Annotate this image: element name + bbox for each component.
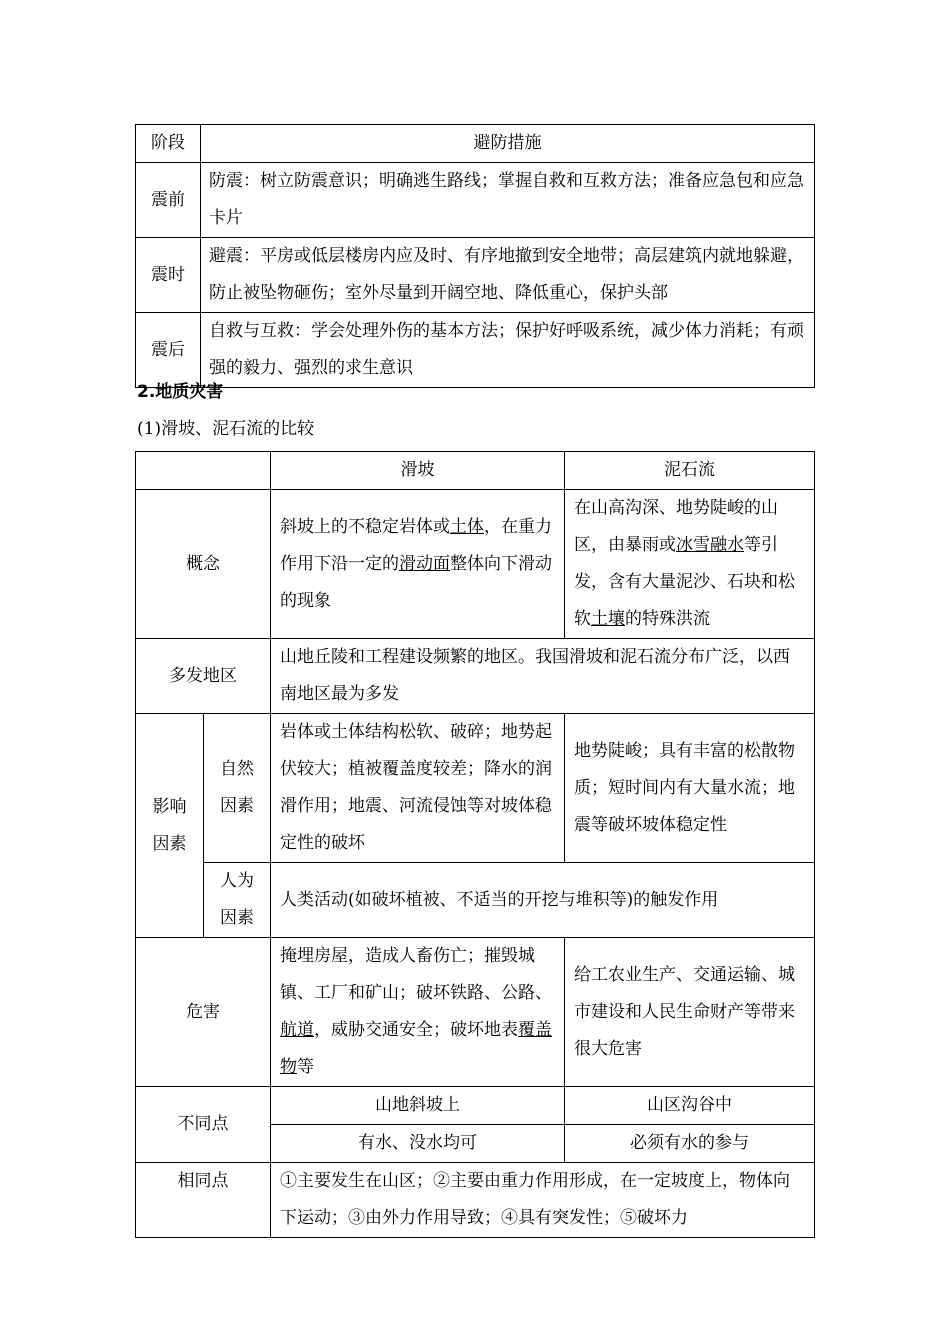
measures-during: 避震：平房或低层楼房内应及时、有序地撤到安全地带；高层建筑内就地躲避，防止被坠物砸伤；室外尽量到开阔空地、降低重心，保护头部 xyxy=(201,238,815,313)
header-landslide: 滑坡 xyxy=(271,452,565,490)
empty-header-cell xyxy=(136,452,271,490)
human-factors-text: 人类活动(如破坏植被、不适当的开挖与堆积等)的触发作用 xyxy=(271,863,815,938)
header-measures: 避防措施 xyxy=(201,125,815,163)
section-title: 2.地质灾害 xyxy=(137,382,224,402)
landslide-water: 有水、没水均可 xyxy=(271,1125,565,1163)
debris-flow-water: 必须有水的参与 xyxy=(565,1125,815,1163)
table-row xyxy=(136,163,815,238)
stage-during: 震时 xyxy=(136,238,201,313)
table-row xyxy=(136,490,815,639)
label-natural-factors: 自然因素 xyxy=(204,714,271,863)
table-row xyxy=(136,1163,815,1238)
natural-factors-debris-flow: 地势陡峻；具有丰富的松散物质；短时间内有大量水流；地震等破坏坡体稳定性 xyxy=(565,714,815,863)
table-row xyxy=(136,938,815,1087)
table-row xyxy=(136,1087,815,1125)
table-row xyxy=(136,863,815,938)
stage-after: 震后 xyxy=(136,313,201,388)
harm-landslide: 掩埋房屋，造成人畜伤亡；摧毁城镇、工厂和矿山；破坏铁路、公路、航道，威胁交通安全；破坏地表覆盖物等 xyxy=(271,938,565,1087)
table-row xyxy=(136,639,815,714)
landslide-debris-comparison-table xyxy=(135,451,815,1238)
row-label-harm: 危害 xyxy=(136,938,271,1087)
section-subtitle: (1)滑坡、泥石流的比较 xyxy=(137,419,315,439)
row-label-factors: 影响因素 xyxy=(136,714,204,938)
measures-after: 自救与互救：学会处理外伤的基本方法；保护好呼吸系统，减少体力消耗；有顽强的毅力、强烈的求生意识 xyxy=(201,313,815,388)
table-row xyxy=(136,238,815,313)
row-label-concept: 概念 xyxy=(136,490,271,639)
harm-debris-flow: 给工农业生产、交通运输、城市建设和人民生命财产等带来很大危害 xyxy=(565,938,815,1087)
table-row xyxy=(136,452,815,490)
label-human-factors: 人为因素 xyxy=(204,863,271,938)
natural-factors-landslide: 岩体或土体结构松软、破碎；地势起伏较大；植被覆盖度较差；降水的润滑作用；地震、河流侵蚀等对坡体稳定性的破坏 xyxy=(271,714,565,863)
concept-debris-flow: 在山高沟深、地势陡峻的山区，由暴雨或冰雪融水等引发，含有大量泥沙、石块和松软土壤的特殊洪流 xyxy=(565,490,815,639)
row-label-similarities: 相同点 xyxy=(136,1163,271,1238)
table-row xyxy=(136,313,815,388)
header-stage: 阶段 xyxy=(136,125,201,163)
row-label-regions: 多发地区 xyxy=(136,639,271,714)
earthquake-measures-table xyxy=(135,124,815,388)
table-row xyxy=(136,125,815,163)
header-debris-flow: 泥石流 xyxy=(565,452,815,490)
concept-landslide: 斜坡上的不稳定岩体或土体，在重力作用下沿一定的滑动面整体向下滑动的现象 xyxy=(271,490,565,639)
landslide-location: 山地斜坡上 xyxy=(271,1087,565,1125)
debris-flow-location: 山区沟谷中 xyxy=(565,1087,815,1125)
stage-before: 震前 xyxy=(136,163,201,238)
similarities-text: ①主要发生在山区；②主要由重力作用形成，在一定坡度上，物体向下运动；③由外力作用导致；④具有突发性；⑤破坏力 xyxy=(271,1163,815,1238)
measures-before: 防震：树立防震意识；明确逃生路线；掌握自救和互救方法；准备应急包和应急卡片 xyxy=(201,163,815,238)
table-row xyxy=(136,714,815,863)
row-label-differences: 不同点 xyxy=(136,1087,271,1163)
regions-text: 山地丘陵和工程建设频繁的地区。我国滑坡和泥石流分布广泛，以西南地区最为多发 xyxy=(271,639,815,714)
